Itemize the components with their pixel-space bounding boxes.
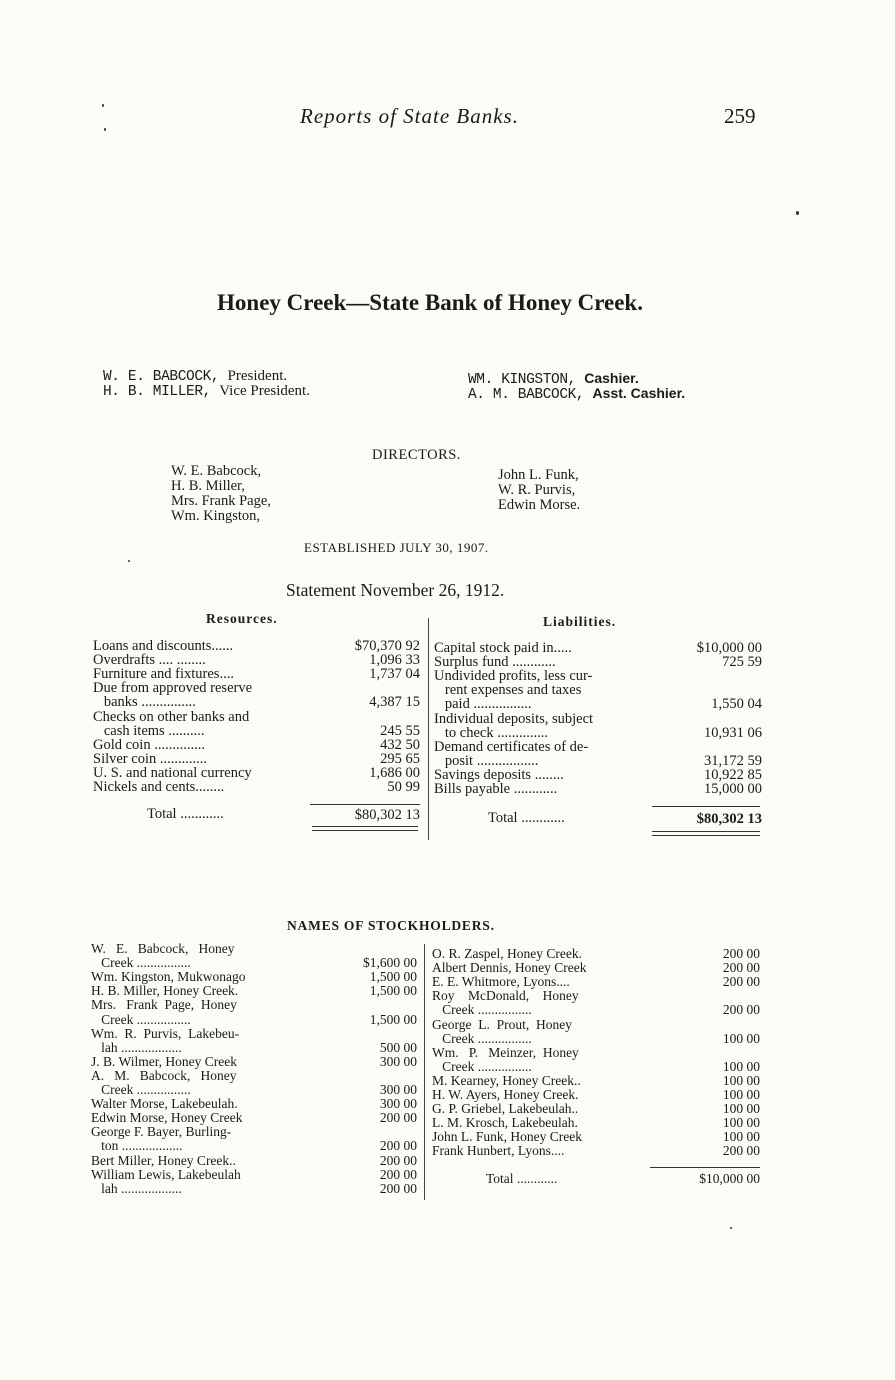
row-label: Capital stock paid in..... bbox=[434, 640, 572, 656]
row-label: Due from approved reserve bbox=[93, 680, 253, 697]
row-label: Overdrafts .... ........ bbox=[93, 652, 206, 669]
row-amount: $10,000 00 bbox=[696, 640, 762, 656]
row-label: U. S. and national currency bbox=[93, 764, 252, 781]
resources-total-amount: $80,302 13 bbox=[354, 807, 420, 823]
director-name: W. E. Babcock, bbox=[171, 463, 262, 479]
row-label: H. B. Miller, Honey Creek. bbox=[91, 983, 239, 999]
stockholders-left bbox=[91, 942, 421, 1202]
row-amount: 200 00 bbox=[379, 1138, 417, 1154]
row-label: George L. Prout, Honey bbox=[432, 1016, 572, 1032]
director-name: Wm. Kingston, bbox=[171, 508, 261, 524]
row-label: Creek ................ bbox=[91, 955, 191, 971]
directors-left bbox=[171, 464, 271, 524]
row-label: Edwin Morse, Honey Creek bbox=[91, 1110, 243, 1126]
stockholders-heading: NAMES OF STOCKHOLDERS. bbox=[287, 918, 495, 933]
row-amount: 1,500 00 bbox=[369, 969, 417, 985]
scan-speck bbox=[796, 211, 799, 215]
row-amount: 200 00 bbox=[722, 974, 760, 990]
stockholders-right bbox=[432, 947, 762, 1162]
row-label: Walter Morse, Lakebeulah. bbox=[91, 1096, 238, 1112]
row-label: Wm. P. Meinzer, Honey bbox=[432, 1044, 579, 1060]
row-label: H. W. Ayers, Honey Creek. bbox=[432, 1087, 579, 1102]
double-rule bbox=[652, 831, 760, 832]
row-label: Checks on other banks and bbox=[93, 708, 250, 725]
established-date: ESTABLISHED JULY 30, 1907. bbox=[304, 540, 489, 555]
director-name: John L. Funk, bbox=[498, 467, 579, 483]
row-label: Roy McDonald, Honey bbox=[432, 988, 579, 1004]
scan-speck bbox=[104, 128, 106, 131]
row-label: Demand certificates of de- bbox=[434, 738, 589, 755]
officer-name: W. E. BABCOCK, bbox=[103, 369, 220, 385]
row-label: cash items .......... bbox=[93, 722, 205, 739]
row-label: Silver coin ............. bbox=[93, 750, 207, 767]
row-label: to check .............. bbox=[434, 724, 548, 741]
total-rule bbox=[310, 804, 420, 805]
row-amount: 300 00 bbox=[379, 1082, 417, 1097]
scan-speck bbox=[730, 1227, 732, 1229]
row-amount: $70,370 92 bbox=[354, 638, 420, 654]
row-amount: 725 59 bbox=[722, 654, 762, 671]
resources-table bbox=[93, 639, 423, 799]
officer-name: H. B. MILLER, bbox=[103, 384, 211, 400]
director-name: Edwin Morse. bbox=[498, 497, 581, 513]
running-head: Reports of State Banks. bbox=[300, 104, 519, 128]
scan-speck bbox=[128, 560, 130, 562]
row-label: lah .................. bbox=[91, 1039, 182, 1055]
row-label: Bert Miller, Honey Creek.. bbox=[91, 1152, 236, 1168]
officer-left-2 bbox=[103, 384, 310, 399]
row-amount: 1,737 04 bbox=[369, 666, 420, 683]
officer-name: WM. KINGSTON, bbox=[468, 372, 576, 388]
directors-right bbox=[498, 468, 580, 513]
officer-right-2 bbox=[468, 386, 685, 402]
row-label: rent expenses and taxes bbox=[434, 682, 582, 699]
director-name: Mrs. Frank Page, bbox=[171, 493, 271, 509]
liabilities-total-label: Total ............ bbox=[488, 810, 565, 826]
row-label: L. M. Krosch, Lakebeulah. bbox=[432, 1115, 578, 1131]
row-amount: 432 50 bbox=[380, 736, 420, 753]
row-label: Frank Hunbert, Lyons.... bbox=[432, 1143, 565, 1159]
row-amount: 1,096 33 bbox=[369, 652, 420, 669]
row-label: paid ................ bbox=[434, 696, 532, 713]
row-amount: 100 00 bbox=[722, 1101, 760, 1117]
row-label: W. E. Babcock, Honey bbox=[91, 941, 235, 956]
row-amount: 100 00 bbox=[722, 1087, 760, 1102]
row-amount: 1,500 00 bbox=[369, 983, 417, 999]
row-label: A. M. Babcock, Honey bbox=[91, 1067, 237, 1083]
row-label: Furniture and fixtures.... bbox=[93, 666, 234, 683]
row-amount: 295 65 bbox=[380, 750, 420, 767]
double-rule bbox=[312, 830, 418, 831]
scan-speck bbox=[102, 104, 104, 107]
row-label: Surplus fund ............ bbox=[434, 654, 556, 671]
row-amount: 50 99 bbox=[387, 779, 420, 795]
row-label: Creek ................ bbox=[91, 1082, 191, 1097]
officer-left-1 bbox=[103, 369, 287, 384]
row-amount: 10,922 85 bbox=[704, 766, 762, 783]
resources-total-label: Total ............ bbox=[147, 806, 224, 822]
row-label: Bills payable ............ bbox=[434, 781, 558, 797]
row-amount: 200 00 bbox=[722, 1002, 760, 1018]
row-amount: 200 00 bbox=[379, 1110, 417, 1126]
statement-title: Statement November 26, 1912. bbox=[286, 580, 505, 600]
liabilities-table bbox=[434, 641, 764, 801]
row-label: lah .................. bbox=[91, 1180, 182, 1196]
liabilities-heading: Liabilities. bbox=[543, 614, 617, 629]
row-amount: 15,000 00 bbox=[704, 781, 762, 797]
row-label: G. P. Griebel, Lakebeulah.. bbox=[432, 1101, 579, 1117]
row-label: Albert Dennis, Honey Creek bbox=[432, 960, 587, 976]
double-rule bbox=[652, 835, 760, 836]
row-label: Loans and discounts...... bbox=[93, 638, 234, 654]
column-divider bbox=[428, 618, 429, 840]
row-label: Savings deposits ........ bbox=[434, 766, 564, 783]
row-label: Individual deposits, subject bbox=[434, 710, 594, 727]
stockholders-total-label: Total ............ bbox=[486, 1171, 558, 1186]
row-amount: 200 00 bbox=[722, 946, 760, 961]
total-rule bbox=[650, 1167, 760, 1168]
column-divider bbox=[424, 944, 425, 1200]
row-label: Gold coin .............. bbox=[93, 736, 205, 753]
row-amount: 300 00 bbox=[379, 1053, 417, 1069]
row-amount: 100 00 bbox=[722, 1030, 760, 1046]
director-name: W. R. Purvis, bbox=[498, 482, 576, 498]
row-label: George F. Bayer, Burling- bbox=[91, 1124, 232, 1140]
row-amount: 1,550 04 bbox=[711, 696, 762, 713]
page-number: 259 bbox=[724, 104, 756, 128]
director-name: H. B. Miller, bbox=[171, 478, 245, 494]
row-amount: $1,600 00 bbox=[363, 955, 417, 971]
total-rule bbox=[652, 806, 760, 807]
row-amount: 500 00 bbox=[379, 1039, 417, 1055]
row-label: Creek ................ bbox=[432, 1030, 532, 1046]
row-label: ton .................. bbox=[91, 1138, 183, 1154]
row-label: Undivided profits, less cur- bbox=[434, 668, 593, 685]
row-amount: 10,931 06 bbox=[704, 724, 762, 741]
row-amount: 1,500 00 bbox=[369, 1011, 417, 1027]
officer-title: Vice President. bbox=[219, 383, 310, 399]
officer-name: A. M. BABCOCK, bbox=[468, 387, 585, 403]
row-amount: 200 00 bbox=[379, 1152, 417, 1168]
page-title: Honey Creek—State Bank of Honey Creek. bbox=[217, 290, 643, 315]
row-amount: 1,686 00 bbox=[369, 764, 420, 781]
row-label: Creek ................ bbox=[91, 1011, 191, 1027]
row-amount: 200 00 bbox=[722, 960, 760, 976]
row-amount: 100 00 bbox=[722, 1072, 760, 1088]
resources-heading: Resources. bbox=[206, 611, 278, 626]
row-amount: 200 00 bbox=[722, 1143, 760, 1159]
row-label: posit ................. bbox=[434, 752, 539, 769]
row-label: Wm. Kingston, Mukwonago bbox=[91, 969, 246, 985]
row-label: Mrs. Frank Page, Honey bbox=[91, 997, 237, 1013]
row-label: William Lewis, Lakebeulah bbox=[91, 1166, 241, 1182]
row-amount: 4,387 15 bbox=[369, 694, 420, 711]
officer-title: Asst. Cashier. bbox=[592, 385, 686, 401]
row-amount: 31,172 59 bbox=[704, 752, 762, 769]
row-label: M. Kearney, Honey Creek.. bbox=[432, 1072, 581, 1088]
directors-heading: DIRECTORS. bbox=[372, 447, 461, 463]
officer-title: Cashier. bbox=[584, 370, 639, 386]
row-amount: 100 00 bbox=[722, 1058, 760, 1074]
row-label: E. E. Whitmore, Lyons.... bbox=[432, 974, 570, 990]
row-amount: 100 00 bbox=[722, 1115, 760, 1131]
row-amount: 300 00 bbox=[379, 1096, 417, 1112]
row-amount: 200 00 bbox=[379, 1166, 417, 1182]
row-label: O. R. Zaspel, Honey Creek. bbox=[432, 946, 582, 961]
officer-title: President. bbox=[227, 368, 288, 384]
row-amount: 200 00 bbox=[379, 1180, 417, 1196]
row-amount: 245 55 bbox=[380, 722, 420, 739]
row-amount: 100 00 bbox=[722, 1129, 760, 1145]
double-rule bbox=[312, 826, 418, 827]
liabilities-total-amount: $80,302 13 bbox=[696, 811, 762, 827]
row-label: Creek ................ bbox=[432, 1058, 532, 1074]
row-label: banks ............... bbox=[93, 694, 196, 711]
stockholders-total-amount: $10,000 00 bbox=[699, 1171, 760, 1186]
row-label: Nickels and cents........ bbox=[93, 779, 225, 795]
row-label: J. B. Wilmer, Honey Creek bbox=[91, 1053, 238, 1069]
row-label: John L. Funk, Honey Creek bbox=[432, 1129, 582, 1145]
row-label: Wm. R. Purvis, Lakebeu- bbox=[91, 1025, 240, 1041]
row-label: Creek ................ bbox=[432, 1002, 532, 1018]
